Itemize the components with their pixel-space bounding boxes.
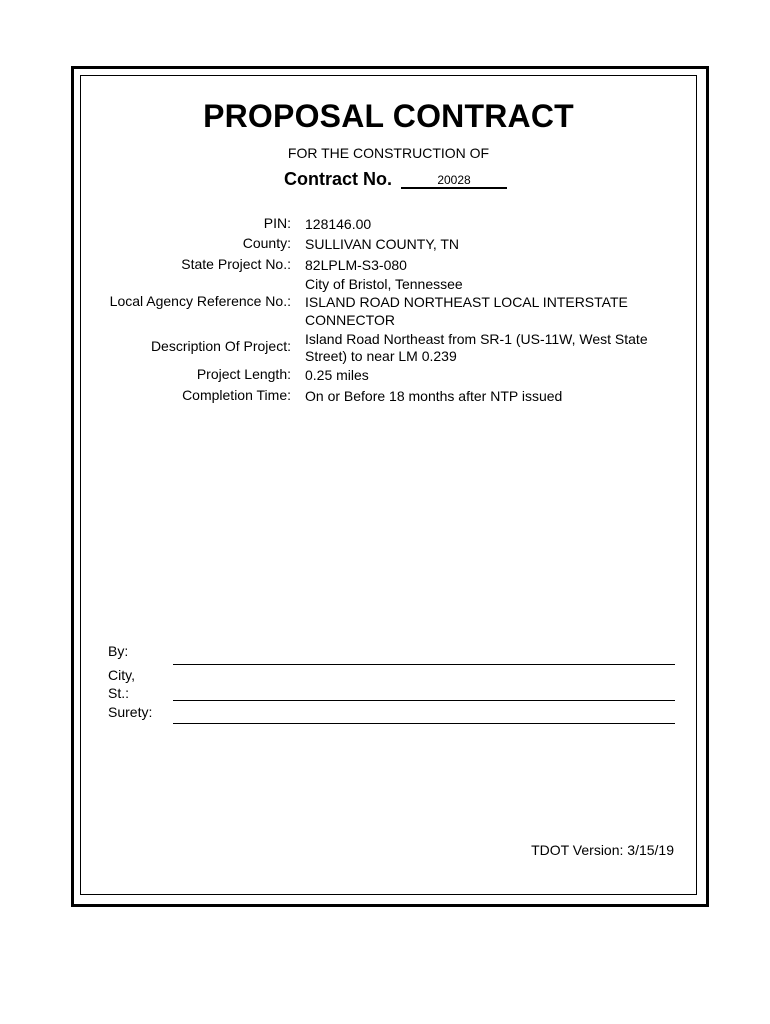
contract-number-value: 20028 bbox=[401, 173, 507, 189]
pin-value: 128146.00 bbox=[305, 216, 372, 232]
by-signature-line bbox=[173, 664, 675, 665]
county-label: County: bbox=[242, 235, 291, 251]
completion-time-label: Completion Time: bbox=[182, 387, 291, 403]
surety-line bbox=[173, 723, 675, 724]
local-agency-label: Local Agency Reference No.: bbox=[109, 293, 291, 309]
contract-number-line bbox=[284, 169, 507, 190]
version-label: TDOT Version: 3/15/19 bbox=[531, 842, 674, 858]
local-agency-value-line1: City of Bristol, Tennessee bbox=[305, 276, 463, 292]
description-value-line1: Island Road Northeast from SR-1 (US-11W, West State bbox=[305, 331, 648, 347]
state-label: St.: bbox=[108, 685, 130, 701]
surety-label: Surety: bbox=[108, 704, 153, 720]
state-project-value: 82LPLM-S3-080 bbox=[305, 257, 407, 273]
description-value-line2: Street) to near LM 0.239 bbox=[305, 348, 457, 364]
by-label: By: bbox=[108, 643, 129, 659]
state-project-label: State Project No.: bbox=[181, 256, 291, 272]
project-length-label: Project Length: bbox=[196, 366, 291, 382]
local-agency-value-line3: CONNECTOR bbox=[305, 312, 395, 328]
contract-number-label: Contract No. bbox=[284, 169, 392, 189]
city-label: City, bbox=[108, 667, 135, 683]
description-label: Description Of Project: bbox=[150, 338, 291, 354]
city-state-line bbox=[173, 700, 675, 701]
pin-label: PIN: bbox=[263, 215, 291, 231]
completion-time-value: On or Before 18 months after NTP issued bbox=[305, 388, 563, 404]
local-agency-value-line2: ISLAND ROAD NORTHEAST LOCAL INTERSTATE bbox=[305, 294, 628, 310]
project-length-value: 0.25 miles bbox=[305, 367, 369, 383]
inner-border bbox=[80, 75, 697, 895]
page-subtitle: FOR THE CONSTRUCTION OF bbox=[287, 145, 490, 161]
page-title: PROPOSAL CONTRACT bbox=[203, 98, 574, 134]
county-value: SULLIVAN COUNTY, TN bbox=[305, 236, 460, 252]
